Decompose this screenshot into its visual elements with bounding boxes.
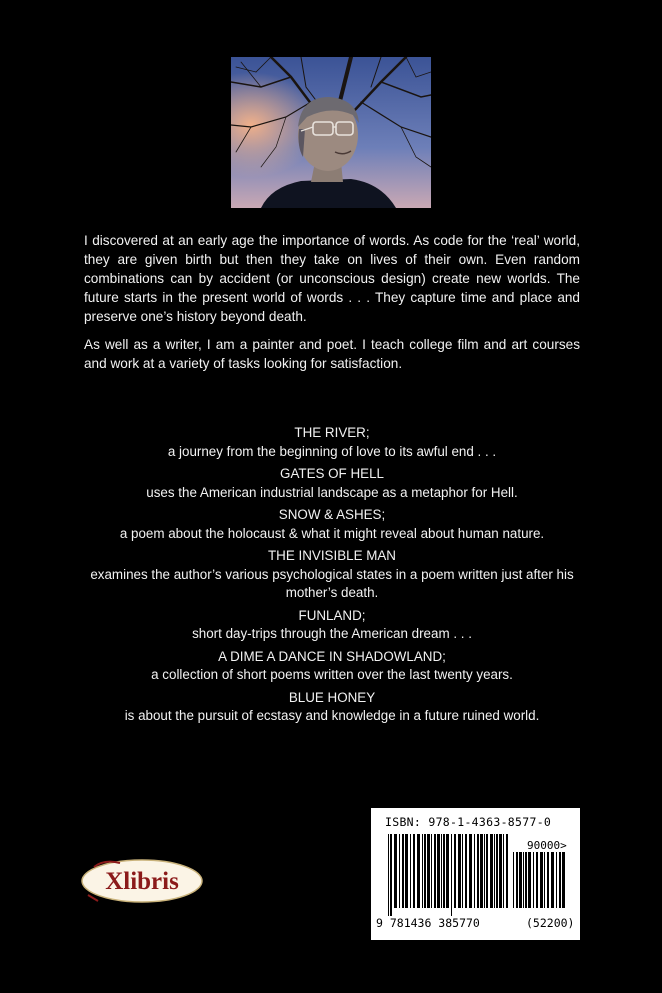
publisher-logo-text: Xlibris [105,868,179,895]
bio-paragraph: I discovered at an early age the importance of words. As code for the ‘real’ world, they are given birth but then they take on lives of their own. Even random combinations can by accident (or unconscious design) create new worlds. The future starts in the present world of words . . . They capture time and place and preserve one’s history beyond death. [84,233,580,324]
author-bio [84,231,580,382]
barcode-bar [525,852,527,908]
barcode-bar [536,852,538,908]
barcode-bar [556,852,557,908]
price-digits: (52200) [526,916,575,930]
author-photo [231,57,431,208]
work-entry-the-invisible-man [76,547,588,603]
barcode-bar [417,834,420,908]
barcode-bar [422,834,423,908]
barcode-bar [519,852,522,908]
publisher-logo [80,855,204,905]
barcode-bar [469,834,472,908]
work-description: is about the pursuit of ecstasy and knowledge in a future ruined world. [124,708,540,723]
barcode-bar [462,834,463,908]
barcode-bar [480,834,483,908]
bio-paragraph: As well as a writer, I am a painter and poet. I teach college film and art courses and work at a variety of tasks looking for satisfaction. [84,337,580,371]
barcode-bar [388,834,389,916]
barcode-bar [494,834,495,908]
barcode-bar [490,834,493,908]
barcode-bar [434,834,436,908]
barcode-bar [454,834,456,908]
barcode-bar [551,852,554,908]
barcode-bar [544,852,545,908]
barcode-bar [431,834,432,908]
price-barcode-bars [513,852,567,916]
barcode-bar [506,834,508,908]
work-title: SNOW & ASHES; [278,507,386,522]
work-entry-blue-honey [76,689,588,726]
barcode-bar [427,834,430,908]
barcode-bar [405,834,408,908]
barcode-bar [533,852,534,908]
work-entry-snow-and-ashes [76,506,588,543]
barcode-bar [451,834,452,916]
price-code: 90000> [527,839,567,852]
work-description: a poem about the holocaust & what it might reveal about human nature. [119,525,545,541]
barcode-bar [484,834,485,908]
work-description: a journey from the beginning of love to its awful end . . . [167,443,497,459]
barcode-bar [540,852,543,908]
barcode-bar [394,834,397,908]
author-portrait-image [231,57,431,208]
barcode-bar [465,834,467,908]
barcode-bar [474,834,475,908]
barcode-bar [559,852,561,908]
barcode-bar [547,852,549,908]
barcode-bar [399,834,400,908]
work-title: THE RIVER; [294,425,370,440]
barcode-bar [562,852,565,908]
work-entry-gates-of-hell [76,465,588,502]
isbn-label: ISBN: 978-1-4363-8577-0 [385,815,552,829]
work-description: uses the American industrial landscape as a metaphor for Hell. [146,484,518,500]
work-title: FUNLAND; [298,607,366,623]
isbn-barcode [371,808,580,940]
barcode-bar [513,852,514,908]
barcode-bar [413,834,415,908]
ean-barcode-bars [388,834,512,916]
barcode-bar [458,834,461,908]
xlibris-logo-icon [80,855,204,905]
work-title: GATES OF HELL [280,466,384,481]
barcode-bar [486,834,488,908]
work-entry-the-river [76,424,588,461]
ean-digits: 9 781436 385770 [376,916,480,930]
barcode-bar [437,834,440,908]
work-title: BLUE HONEY [288,689,376,705]
barcode-bar [424,834,426,908]
barcode-bar [516,852,518,908]
barcode-bar [499,834,502,908]
work-entry-funland [76,607,588,644]
work-title: THE INVISIBLE MAN [268,548,396,563]
barcode-bar [477,834,479,908]
work-description: short day-trips through the American dream . . . [192,626,472,641]
barcode-bar [410,834,411,908]
work-description: a collection of short poems written over the last twenty years. [151,667,513,682]
works-list [76,424,588,730]
work-title: A DIME A DANCE IN SHADOWLAND; [218,648,446,664]
barcode-bar [443,834,445,908]
barcode-bar [496,834,498,908]
barcode-bar [528,852,531,908]
barcode-bar [446,834,449,908]
barcode-bar [402,834,404,908]
work-description: examines the author’s various psychological states in a poem written just after his mother’s death. [90,566,574,600]
barcode-bar [523,852,524,908]
barcode-bar [503,834,504,908]
work-entry-a-dime-a-dance [76,648,588,685]
barcode-bar [390,834,392,916]
barcode-bar [441,834,442,908]
